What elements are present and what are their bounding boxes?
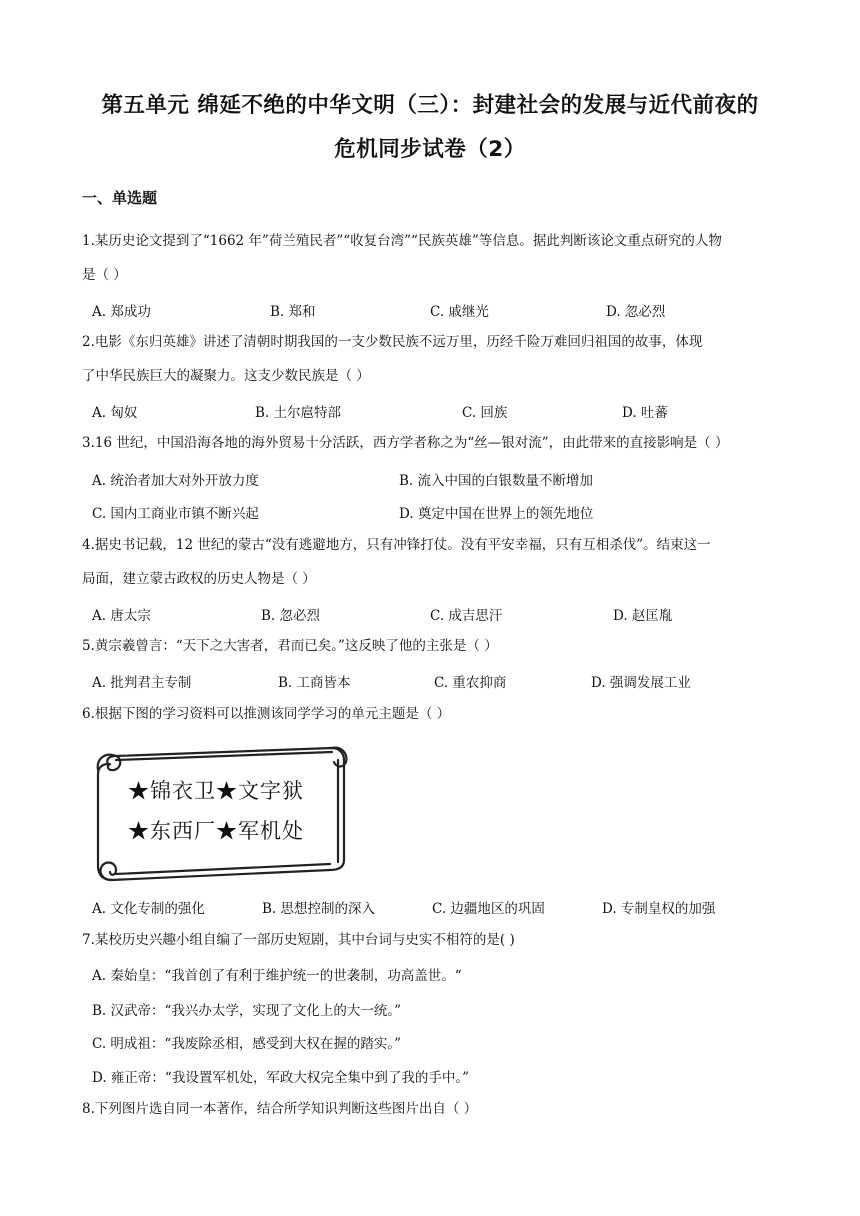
option-a: A. 文化专制的强化 [92,901,205,917]
question-line: 3.16 世纪，中国沿海各地的海外贸易十分活跃，西方学者称之为“丝—银对流”，由此带来的直接影响是（ ） [82,435,729,451]
option-b: B. 流入中国的白银数量不断增加 [399,473,594,489]
option-d: D. 专制皇权的加强 [602,901,716,917]
option-a: A. 郑成功 [92,304,151,320]
option-b: B. 思想控制的深入 [262,901,376,917]
option-a: A. 统治者加大对外开放力度 [92,473,259,489]
option-b: B. 郑和 [270,304,316,320]
option-a: A. 秦始皇：“我首创了有利于维护统一的世袭制，功高盖世。“ [92,968,462,984]
option-c: C. 戚继光 [430,304,489,320]
question-8 [82,1092,782,1126]
question-line: 8.下列图片选自同一本著作，结合所学知识判断这些图片出自（ ） [82,1101,478,1117]
option-c: C. 边疆地区的巩固 [432,901,545,917]
question-line: 了中华民族巨大的凝聚力。这支少数民族是（ ） [82,368,370,384]
section-heading: 一、单选题 [82,189,158,207]
option-d: D. 奠定中国在世界上的领先地位 [399,506,594,522]
option-c: C. 回族 [462,405,508,421]
question-line: 是（ ） [82,267,127,283]
option-d: D. 雍正帝：“我设置军机处，军政大权完全集中到了我的手中。” [92,1070,469,1086]
question-line: 4.据史书记载，12 世纪的蒙古“没有逃避地方，只有冲锋打仗。没有平安幸福，只有互相杀伐”。结束这一 [82,537,711,553]
option-d: D. 赵匡胤 [613,608,673,624]
question-line: 局面，建立蒙古政权的历史人物是（ ） [82,571,316,587]
option-b: B. 汉武帝：“我兴办太学，实现了文化上的大一统。” [92,1003,402,1019]
option-d: D. 强调发展工业 [591,675,691,691]
page-title [60,84,800,172]
question-line: 7.某校历史兴趣小组自编了一部历史短剧，其中台词与史实不相符的是( ) [82,932,515,948]
question-5 [82,629,782,663]
question-line: 2.电影《东归英雄》讲述了清朝时期我国的一支少数民族不远万里，历经千险万难回归祖国的故事，体现 [82,334,703,350]
question-7 [82,923,782,957]
option-c: C. 明成祖：“我废除丞相，感受到大权在握的踏实。” [92,1036,401,1052]
scroll-icon [94,740,350,882]
option-a: A. 批判君主专制 [92,675,192,691]
scroll-text-line-2: ★东西厂★军机处 [128,819,304,843]
question-line: 5.黄宗羲曾言：“天下之大害者，君而已矣。”这反映了他的主张是（ ） [82,638,498,654]
question-6 [82,697,782,731]
scroll-text-line-1: ★锦衣卫★文字狱 [128,779,304,803]
question-3 [82,426,782,460]
question-2 [82,325,782,393]
question-line: 1.某历史论文提到了“1662 年”荷兰殖民者”“收复台湾”“民族英雄”等信息。据此判断该论文重点研究的人物 [82,233,722,249]
title-line-2: 危机同步试卷（2） [334,137,526,162]
option-c: C. 重农抑商 [434,675,507,691]
question-line: 6.根据下图的学习资料可以推测该同学学习的单元主题是（ ） [82,706,451,722]
scroll-figure [94,740,350,882]
option-a: A. 唐太宗 [92,608,151,624]
option-c: C. 国内工商业市镇不断兴起 [92,506,259,522]
question-1 [82,224,782,292]
option-c: C. 成吉思汗 [430,608,503,624]
option-b: B. 忽必烈 [261,608,321,624]
option-a: A. 匈奴 [92,405,138,421]
question-4 [82,528,782,596]
title-line-1: 第五单元 绵延不绝的中华文明（三）：封建社会的发展与近代前夜的 [101,93,759,118]
option-b: B. 土尔扈特部 [255,405,342,421]
option-d: D. 吐蕃 [622,405,668,421]
option-b: B. 工商皆本 [278,675,351,691]
option-d: D. 忽必烈 [606,304,666,320]
